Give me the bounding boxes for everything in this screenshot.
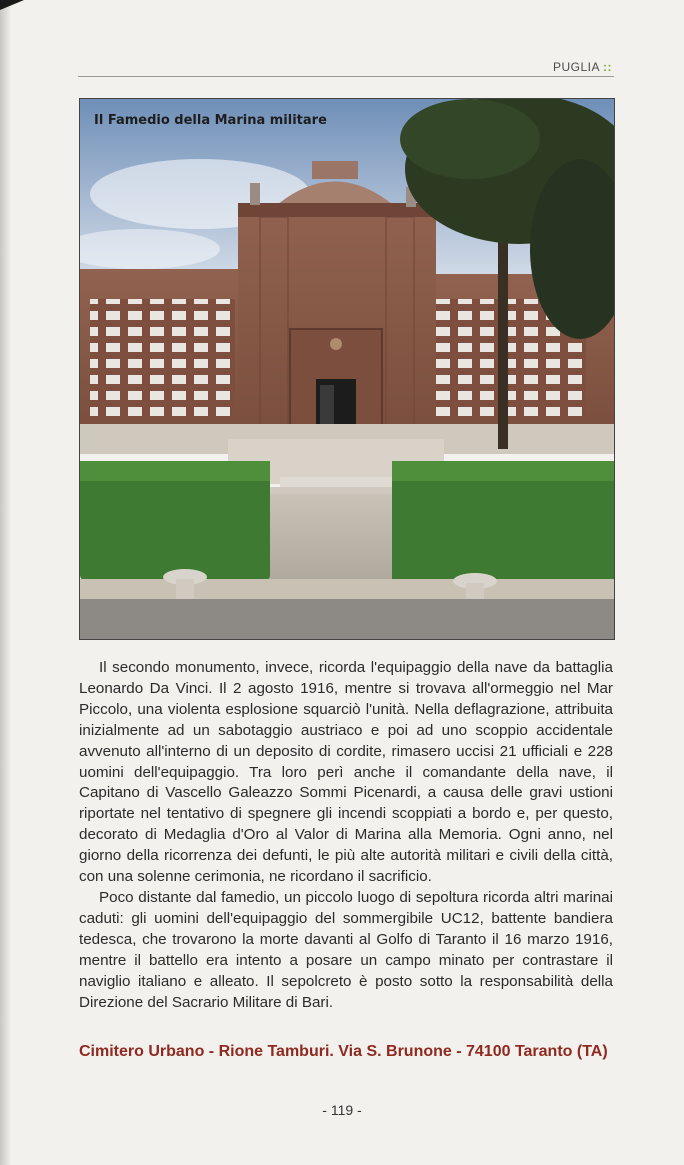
running-header: [78, 58, 614, 77]
paragraph-2: Poco distante dal famedio, un piccolo luogo di sepoltura ricorda altri marinai caduti: gli uomini dell'equipaggio del sommergibile UC12, battente bandiera tedesca, che trovarono la morte davanti al Golfo di Taranto il 16 marzo 1916, mentre il battello era intento a posare un campo minato per contrastare il naviglio italiano e alleato. Il sepolcreto è posto sotto la responsabilità della Direzione del Sacrario Militare di Bari.: [79, 888, 613, 1011]
header-marker: ::: [603, 60, 612, 74]
running-header-region: PUGLIA ::: [552, 60, 612, 74]
photo-caption: Il Famedio della Marina militare: [94, 113, 327, 128]
body-text: [79, 658, 613, 1013]
page-number: - 119 -: [322, 1102, 362, 1118]
page-corner: [0, 0, 24, 10]
photo-famedio: [79, 98, 615, 640]
page-edge: [0, 0, 10, 1165]
paragraph-1: Il secondo monumento, invece, ricorda l'equipaggio della nave da battaglia Leonardo Da Vinci. Il 2 agosto 1916, mentre si trovava all'ormeggio nel Mar Piccolo, una violenta esplosione squarciò l'unità. Nella deflagrazione, attribuita inizialmente ad un sabotaggio austriaco e poi ad uno scoppio accidentale avvenuto all'interno di un deposito di cordite, rimasero uccisi 21 ufficiali e 228 uomini dell'equipaggio. Tra loro perì anche il comandante della nave, il Capitano di Vascello Galeazzo Sommi Picenardi, a causa delle gravi ustioni riportate nel tentativo di spegnere gli incendi scoppiati a bordo e, per questo, decorato di Medaglia d'Oro al Valor di Marina alla Memoria. Ogni anno, nel giorno della ricorrenza dei defunti, le più alte autorità militari e civili della città, con una solenne cerimonia, ne ricordano il sacrificio.: [79, 659, 613, 886]
address-line: Cimitero Urbano - Rione Tamburi. Via S. Brunone - 74100 Taranto (TA): [79, 1043, 608, 1060]
photo-illustration: [80, 99, 614, 639]
